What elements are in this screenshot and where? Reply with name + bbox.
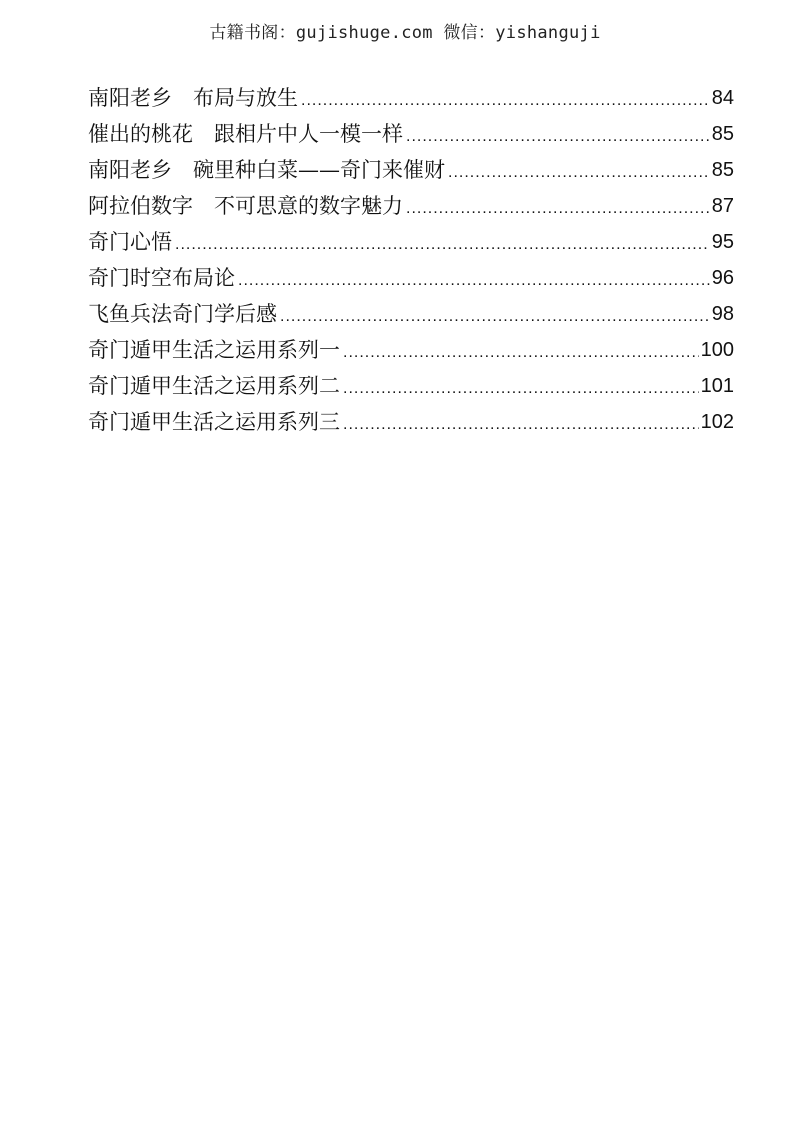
- toc-entry[interactable]: [88, 260, 734, 296]
- toc-entry-page: 102: [700, 411, 734, 433]
- toc-entry-title: 飞鱼兵法奇门学后感: [88, 302, 277, 326]
- table-of-contents: [88, 80, 734, 440]
- dot-leader: [406, 194, 710, 224]
- toc-entry[interactable]: [88, 188, 734, 224]
- toc-entry-title: 阿拉伯数字 不可思意的数字魅力: [88, 194, 403, 218]
- toc-entry[interactable]: [88, 368, 734, 404]
- toc-entry-title: 南阳老乡 布局与放生: [88, 86, 298, 110]
- page-header: 古籍书阁：gujishuge.com 微信：yishanguji: [209, 23, 601, 43]
- dot-leader: [280, 302, 710, 332]
- toc-entry[interactable]: [88, 332, 734, 368]
- toc-entry-title: 奇门遁甲生活之运用系列一: [88, 338, 340, 362]
- toc-entry-page: 95: [711, 231, 734, 253]
- toc-entry-page: 96: [711, 267, 734, 289]
- toc-entry[interactable]: [88, 152, 734, 188]
- toc-entry[interactable]: [88, 80, 734, 116]
- toc-entry-title: 催出的桃花 跟相片中人一模一样: [88, 122, 403, 146]
- dot-leader: [343, 338, 699, 368]
- toc-entry-page: 101: [700, 375, 734, 397]
- dot-leader: [448, 158, 710, 188]
- toc-entry[interactable]: [88, 404, 734, 440]
- toc-entry[interactable]: [88, 116, 734, 152]
- toc-entry-page: 84: [711, 87, 734, 109]
- dot-leader: [238, 266, 710, 296]
- toc-entry-page: 85: [711, 159, 734, 181]
- toc-entry-page: 98: [711, 303, 734, 325]
- dot-leader: [343, 374, 699, 404]
- toc-entry-title: 奇门心悟: [88, 230, 172, 254]
- toc-entry-title: 奇门时空布局论: [88, 266, 235, 290]
- dot-leader: [343, 410, 699, 440]
- dot-leader: [406, 122, 710, 152]
- toc-entry-title: 奇门遁甲生活之运用系列二: [88, 374, 340, 398]
- toc-entry-title: 南阳老乡 碗里种白菜——奇门来催财: [88, 158, 445, 182]
- toc-entry[interactable]: [88, 224, 734, 260]
- toc-entry[interactable]: [88, 296, 734, 332]
- toc-entry-title: 奇门遁甲生活之运用系列三: [88, 410, 340, 434]
- dot-leader: [301, 86, 710, 116]
- toc-entry-page: 85: [711, 123, 734, 145]
- dot-leader: [175, 230, 710, 260]
- toc-entry-page: 100: [700, 339, 734, 361]
- toc-entry-page: 87: [711, 195, 734, 217]
